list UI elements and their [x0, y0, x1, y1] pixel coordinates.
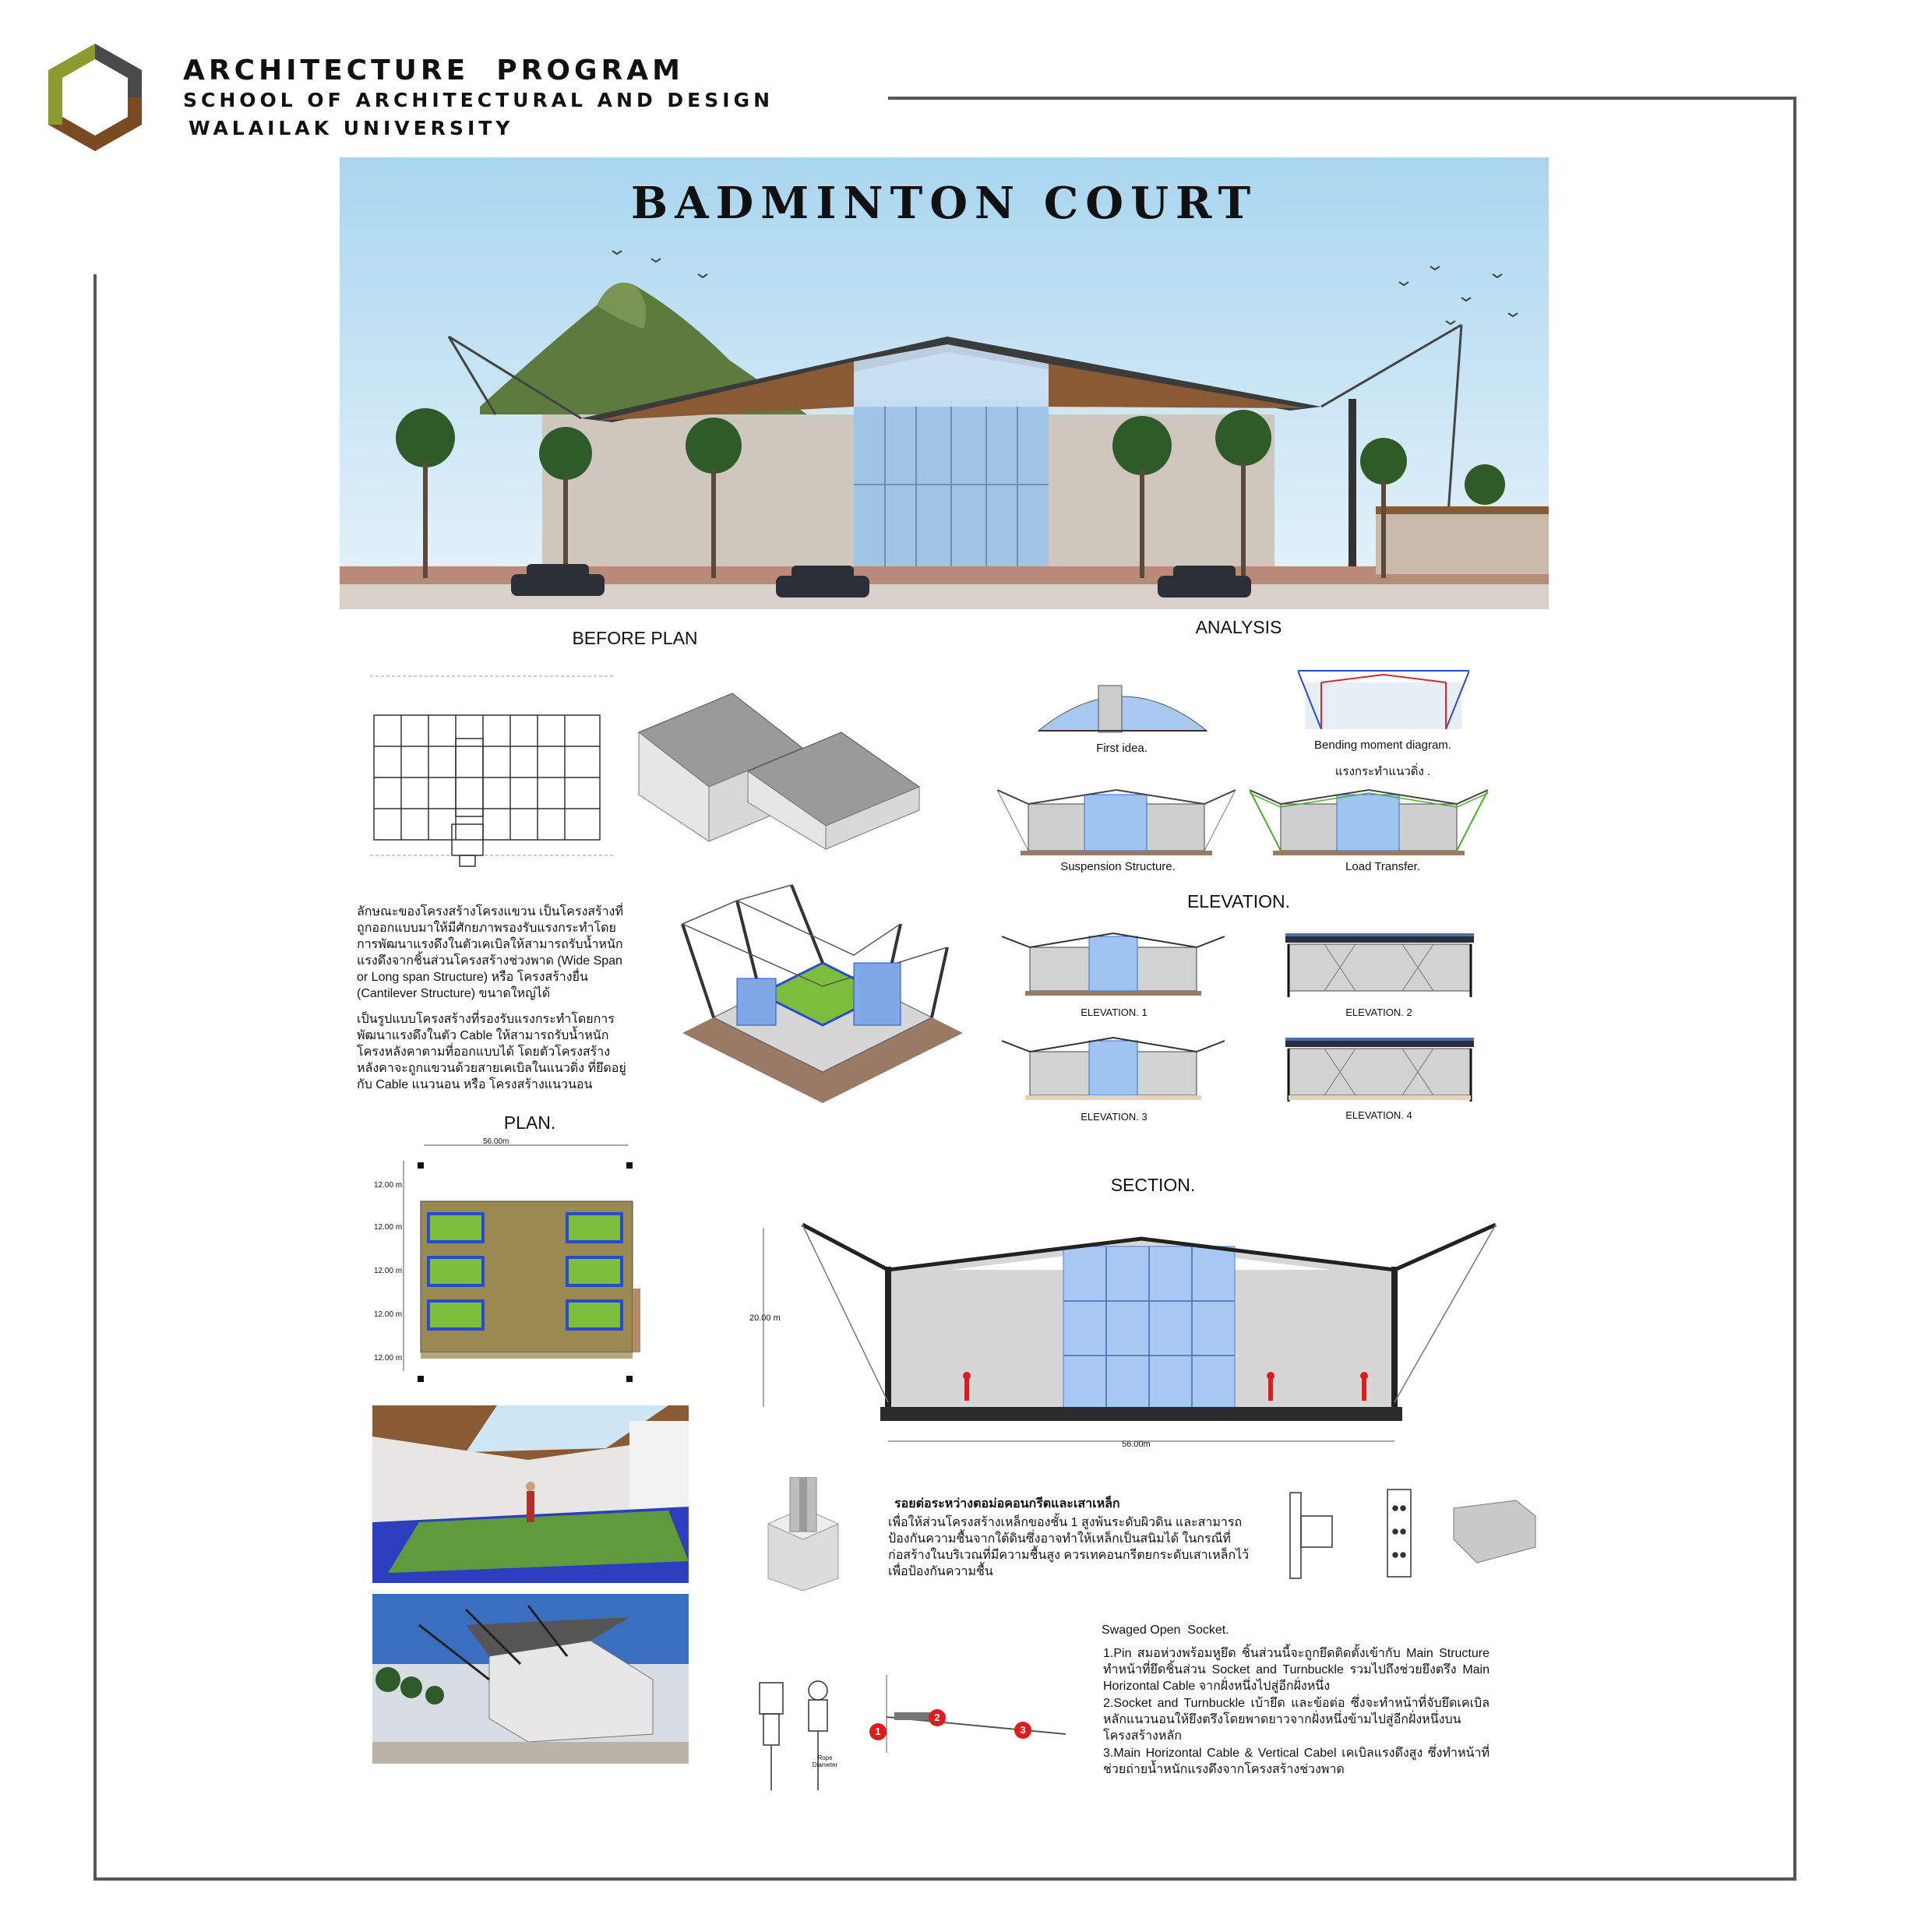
column-footing-model: [760, 1477, 846, 1591]
university-name: WALAILAK UNIVERSITY: [189, 117, 514, 139]
load-transfer-diagram: [1250, 782, 1488, 860]
section-drawing: [756, 1223, 1504, 1457]
frame-left-line: [93, 274, 97, 1881]
elevation-1-label: ELEVATION. 1: [1081, 1007, 1148, 1018]
bending-moment-caption: Bending moment diagram.: [1314, 739, 1451, 752]
connection-title: รอยต่อระหว่างตอม่อคอนกรีตและเสาเหล็ก: [894, 1497, 1120, 1511]
suspension-structure-caption: Suspension Structure.: [1060, 860, 1176, 873]
hero-title: BADMINTON COURT: [630, 178, 1258, 229]
section-width-dimension: 56.00m: [1122, 1440, 1151, 1449]
before-plan-title: BEFORE PLAN: [572, 628, 698, 648]
section-title: SECTION.: [1110, 1175, 1196, 1195]
description-paragraph-2: เป็นรูปแบบโครงสร้างที่รองรับแรงกระทำโดยการพัฒนาแรงดึงในตัว Cable ให้สามารถรับน้ำหนักโครงหลังคาตามที่ออกแบบได้ โดยตัวโครงสร้างหลังคาจะถูกแขวนด้วยสายเคเบิลในแนวดิ่ง ที่ยึดอยู่กับ Cable แนวนอน หรือ โครงสร้างแนวนอน: [357, 1013, 626, 1091]
program-title: ARCHITECTURE PROGRAM: [183, 55, 684, 86]
socket-item-1: 1.Pin สมอห่วงพร้อมหูยึด ชิ้นส่วนนี้จะถูกยึดติดตั้งเข้ากับ Main Structure ทำหน้าที่ยึดชิ้นส่วน Socket and Turnbuckle รวมไปถึงช่วยยึงตรึง Main Horizontal Cable จากฝั่งหนึ่งไปสู่อีกฝั่งหนึ่ง: [1103, 1647, 1490, 1693]
description-paragraph-1: ลักษณะของโครงสร้างโครงแขวน เป็นโครงสร้างที่ถูกออกแบบมาให้มีศักยภาพรองรับแรงกระทำโดยการพัฒนาแรงดึงในตัวเคเบิลให้สามารถรับน้ำหนักแรงดึงจากชิ้นส่วนโครงสร้างช่วงพาด (Wide Span or Long span Structure) หรือ โครงสร้างยื่น (Cantilever Structure) ขนาดใหญ่ได้: [357, 905, 623, 1000]
socket-item-2: 2.Socket and Turnbuckle เบ้ายึด และข้อต่อ ซึ่งจะทำหน้าที่จับยึดเคเบิลหลักแนวนอนให้ยึงตรึงโดยพาดยาวจากฝั่งหนึ่งข้ามไปสู่อีกฝั่งหนึ่งบนโครงสร้างหลัก: [1103, 1697, 1490, 1743]
elevation-3-drawing: [1002, 1035, 1225, 1105]
vertical-force-caption: แรงกระทำแนวดิ่ง .: [1334, 765, 1431, 778]
frame-top-line: [888, 97, 1796, 100]
elevation-2-label: ELEVATION. 2: [1345, 1007, 1412, 1018]
steel-connection-details: [1267, 1485, 1539, 1581]
analysis-title: ANALYSIS: [1195, 617, 1282, 637]
plan-width-dimension: 56.00m: [483, 1137, 509, 1146]
first-idea-diagram: [1035, 678, 1211, 740]
suspension-structure-diagram: [997, 782, 1236, 860]
plan-row-dim-2: 12.00 m: [374, 1223, 403, 1232]
connection-body: เพื่อให้ส่วนโครงสร้างเหล็กของชั้น 1 สูงพ้นระดับผิวดิน และสามารถป้องกันความชื้นจากใต้ดินซึ่งอาจทำให้เหล็กเป็นสนิมได้ ในกรณีที่ก่อสร้างในบริเวณที่มีความชื้นสูง ควรเทคอนกรีตยกระดับเสาเหล็กไว้เพื่อป้องกันความชื้น: [888, 1516, 1250, 1578]
elevation-4-label: ELEVATION. 4: [1345, 1109, 1412, 1121]
rope-diameter-label: Rope Diameter: [812, 1754, 838, 1768]
interior-render: [372, 1405, 689, 1583]
plan-drawing: [372, 1137, 653, 1387]
section-height-dimension: 20.00 m: [749, 1313, 781, 1323]
bending-moment-diagram: [1298, 667, 1469, 732]
elevation-3-label: ELEVATION. 3: [1081, 1111, 1148, 1123]
plan-title: PLAN.: [503, 1112, 556, 1133]
elevation-4-drawing: [1278, 1035, 1482, 1105]
first-idea-caption: First idea.: [1096, 742, 1148, 755]
socket-title: Swaged Open Socket.: [1102, 1624, 1229, 1637]
load-transfer-caption: Load Transfer.: [1345, 860, 1420, 873]
plan-row-dim-5: 12.00 m: [374, 1354, 403, 1363]
cable-assembly-diagram: [863, 1675, 1069, 1753]
marker-3: 3: [1014, 1722, 1031, 1739]
marker-2: 2: [929, 1709, 946, 1726]
socket-drawing: [748, 1667, 849, 1792]
before-plan-3d-model: [631, 686, 927, 857]
plan-row-dim-3: 12.00 m: [374, 1267, 403, 1275]
plan-row-dim-1: 12.00 m: [374, 1181, 403, 1190]
exterior-render: [372, 1594, 689, 1764]
marker-1: 1: [869, 1723, 887, 1740]
plan-row-dim-4: 12.00 m: [374, 1310, 403, 1319]
elevation-2-drawing: [1278, 930, 1482, 1000]
program-logo-icon: [41, 39, 150, 156]
elevation-title: ELEVATION.: [1186, 891, 1291, 911]
school-name: SCHOOL OF ARCHITECTURAL AND DESIGN: [183, 89, 774, 111]
frame-bottom-line: [93, 1877, 1796, 1881]
elevation-1-drawing: [1002, 930, 1225, 1000]
before-plan-drawing: [366, 661, 623, 871]
socket-item-3: 3.Main Horizontal Cable & Vertical Cabel เคเบิลแรงดึงสูง ซึ่งทำหน้าที่ช่วยถ่ายน้ำหนักแรงดึงจากโครงสร้างช่วงพาด: [1103, 1747, 1490, 1776]
structure-3d-model: [667, 877, 978, 1108]
frame-right-line: [1793, 97, 1796, 1881]
